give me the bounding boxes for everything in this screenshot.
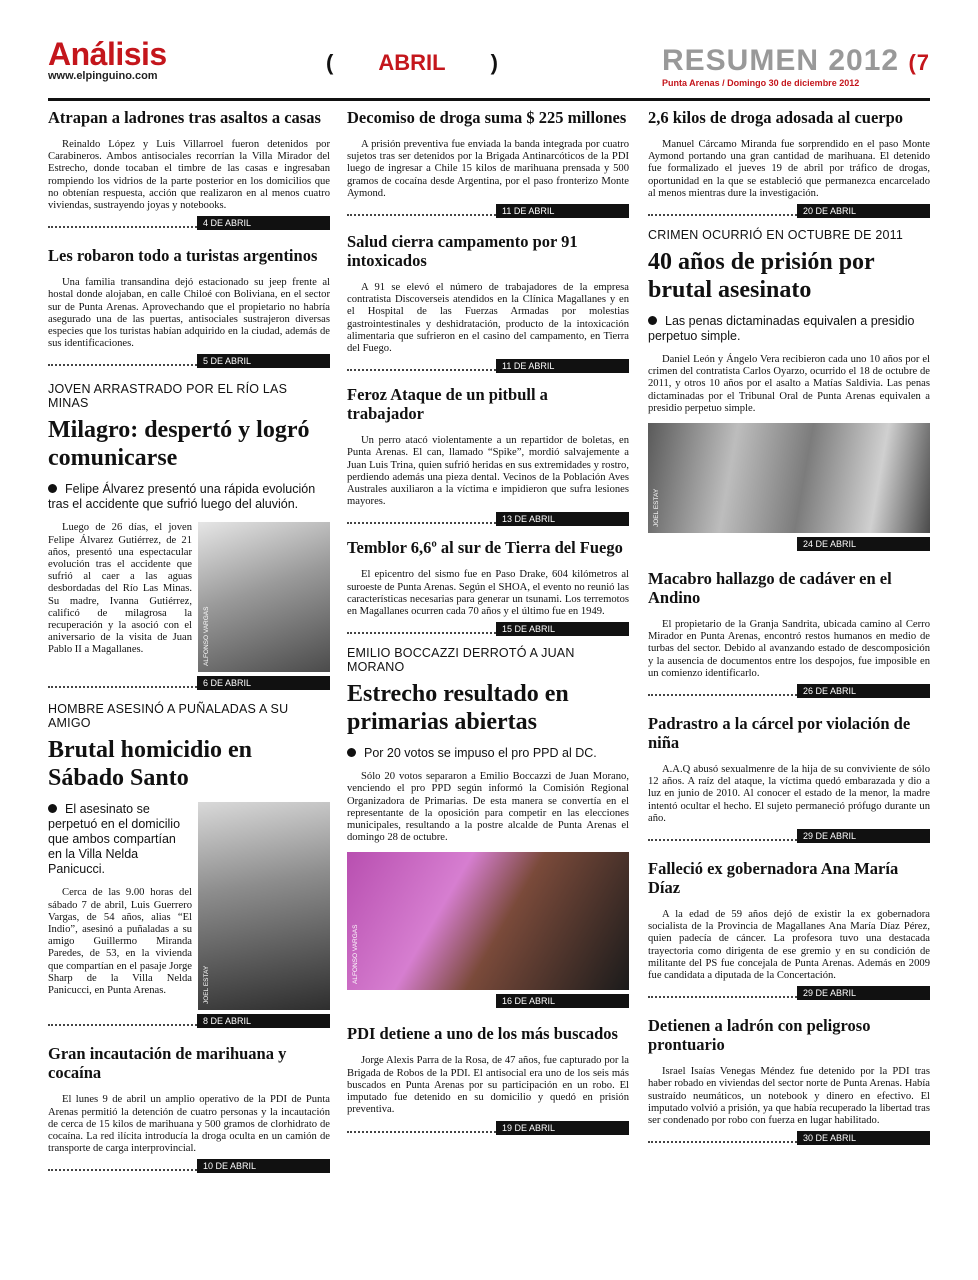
article-kicker: CRIMEN OCURRIÓ EN OCTUBRE DE 2011 (648, 228, 904, 243)
subhead-text: Las penas dictaminadas equivalen a presidio perpetuo simple. (648, 314, 915, 344)
date-row (48, 354, 330, 368)
masthead-logo (48, 38, 167, 82)
dotted-divider (48, 226, 197, 228)
date-row (347, 994, 629, 1008)
article (48, 702, 330, 1028)
article (48, 246, 330, 368)
date-tag: 5 DE ABRIL (197, 354, 330, 368)
article-headline: Feroz Ataque de un pitbull a trabajador (347, 385, 548, 424)
article (347, 385, 629, 526)
date-row (48, 216, 330, 230)
bullet-icon (48, 484, 57, 493)
article-photo (347, 852, 629, 990)
month-close-paren: ) (490, 50, 498, 75)
article-headline: Decomiso de droga suma $ 225 millones (347, 108, 627, 127)
dotted-divider (648, 996, 797, 998)
column-3 (648, 108, 930, 1151)
article-subhead (48, 482, 330, 512)
article-body: Manuel Cárcamo Miranda fue sorprendido en el paso Monte Aymond portando una gran cantidad de marihuana. El detenido fue formalizado el jueves 19 de abril por tráfico de drogas, oportunidad en la que se estableció que permanezca encarcelado al menos mientras dure la investigación. (648, 139, 930, 199)
article-subhead (648, 314, 930, 344)
logo-wordmark: Análisis (48, 36, 167, 72)
date-row (648, 684, 930, 698)
article-headline: Les robaron todo a turistas argentinos (48, 246, 318, 266)
date-tag: 29 DE ABRIL (797, 986, 930, 1000)
photo-credit: JOEL ESTAY (653, 488, 660, 528)
date-tag: 30 DE ABRIL (797, 1131, 930, 1145)
date-tag: 29 DE ABRIL (797, 829, 930, 843)
article-body: A 91 se elevó el número de trabajadores de la empresa contratista Discoverseis atendidos en la Clínica Magallanes y en el Hospital de las Fuerzas Armadas por molestias gastrointestinales y deshidratación, producto de la intoxicación alimentaria que sufrieron en el casino del campamento, en Tierra del Fuego. (347, 282, 629, 355)
date-tag: 13 DE ABRIL (496, 512, 629, 526)
date-row (48, 1014, 330, 1028)
article-body: A prisión preventiva fue enviada la banda integrada por cuatro sujetos tras ser detenidos por la Brigada Antinarcóticos de la PDI luego de ingresar a Chile 15 kilos de marihuana prensada y 500 gramos de cocaína desde Argentina, por el paso fronterizo Monte Aymond. (347, 139, 629, 199)
dotted-divider (347, 1131, 496, 1133)
section-header (662, 46, 930, 88)
dotted-divider (347, 214, 496, 216)
column-2 (347, 108, 629, 1141)
article-headline: 40 años de prisión por brutal asesinato (648, 249, 875, 304)
article-body: Luego de 26 días, el joven Felipe Álvarez Gutiérrez, de 21 años, presentó una espectacular evolución tras el accidente que sufrió al caer a las aguas desbordadas del Río Las Minas. Su madre, Ivanna Gutiérrez, calificó de milagrosa la recuperación y la asoció con el aniversario de la visita de Juan Pablo II a Magallanes. (48, 522, 192, 656)
month-label: ABRIL (378, 50, 446, 75)
date-row (648, 986, 930, 1000)
article-body: El propietario de la Granja Sandrita, ubicada camino al Cerro Mirador en Punta Arenas, encontró restos humanos en medio de turbas del sector. Debido al avanzando estado de descomposición y la ausencia de documentos entre los despojos, fue imposible en un comienzo identificarlo. (648, 619, 930, 679)
article-kicker: EMILIO BOCCAZZI DERROTÓ A JUAN MORANO (347, 646, 575, 675)
article-body: Reinaldo López y Luis Villarroel fueron detenidos por Carabineros. Ambos antisociales recorrían la Villa Mirador del Estrecho, donde tocaban el timbre de las casas e ingresaban rompiendo los vidrios de la parte posterior en los domicilios que no obtenían respuesta, acción que realizaron en al menos cuatro viviendas, sustrayendo joyas y notebooks. (48, 139, 330, 212)
date-row (648, 204, 930, 218)
article (347, 646, 629, 1008)
article-headline: Temblor 6,6º al sur de Tierra del Fuego (347, 538, 623, 558)
article-headline: Milagro: despertó y logró comunicarse (48, 417, 310, 472)
date-tag: 4 DE ABRIL (197, 216, 330, 230)
dotted-divider (648, 1141, 797, 1143)
article-body: Una familia transandina dejó estacionado su jeep frente al hostal donde alojaban, en calle Chiloé con Boliviana, en el sector sur de Punta Arenas. Aprovechando que el propietario no habría asegurado una de las puertas, antisociales sustrajeron diversas especies que los turistas habían adquirido en la ciudad, además de sus identificaciones. (48, 277, 330, 350)
article-body: Cerca de las 9.00 horas del sábado 7 de abril, Luis Guerrero Vargas, de 54 años, alias “El Indio”, asesinó a puñaladas a su amigo Guillermo Miranda Paredes, de 53, en la vivienda que compartían en el pasaje Jorge Sharp de la Villa Nelda Panicucci, en Punta Arenas. (48, 887, 192, 997)
article-body: Israel Isaías Venegas Méndez fue detenido por la PDI tras haber robado en viviendas del sector norte de Punta Arenas. Había sustraído neumáticos, un notebook y dinero en efectivo. El imputado volvió a prisión, ya que había recuperado la libertad tras ser condenado por robo con fuerza en lugar habilitado. (648, 1066, 930, 1127)
article (347, 1024, 629, 1134)
article (347, 108, 629, 218)
dateline: Punta Arenas / Domingo 30 de diciembre 2012 (661, 78, 860, 88)
section-name: RESUMEN (661, 44, 819, 77)
date-row (347, 622, 629, 636)
date-row (347, 204, 629, 218)
date-row (347, 359, 629, 373)
article-body: El epicentro del sismo fue en Paso Drake, 604 kilómetros al suroeste de Punta Arenas. Según el SHOA, el evento no reunió las características necesarias para generar un tsunami. Los terremotos en Magallanes ocurren cada 70 años y el último fue en 1949. (347, 569, 629, 618)
article (648, 1016, 930, 1145)
article-body: El lunes 9 de abril un amplio operativo de la PDI de Punta Arenas permitió la detención de cuatro personas y la incautación de cerca de 15 kilos de marihuana y 500 gramos de clorhidrato de cocaína. La red ilícita introducía la droga oculta en un camión de transporte de carga interprovincial. (48, 1094, 330, 1155)
dotted-divider (48, 1169, 197, 1171)
date-row (48, 676, 330, 690)
logo-url: www.elpinguino.com (48, 70, 158, 82)
month-open-paren: ( (326, 50, 334, 75)
date-tag: 26 DE ABRIL (797, 684, 930, 698)
article-body: Sólo 20 votos separaron a Emilio Boccazzi de Juan Morano, venciendo el pro PPD según informó la Comisión Regional Organizadora de Primarias. De esta manera se convertía en el representante de la oposición para competir en las elecciones municipales, resultando a la postre alcalde de Punta Arenas el domingo 28 de octubre. (347, 771, 629, 844)
article-headline: Falleció ex gobernadora Ana María Díaz (648, 859, 899, 898)
article-headline: Estrecho resultado en primarias abiertas (347, 681, 569, 736)
date-tag: 24 DE ABRIL (797, 537, 930, 551)
article-headline: Atrapan a ladrones tras asaltos a casas (48, 108, 321, 127)
bullet-icon (648, 316, 657, 325)
article-photo (648, 423, 930, 533)
section-year: 2012 (828, 44, 900, 77)
article-kicker: JOVEN ARRASTRADO POR EL RÍO LAS MINAS (48, 382, 288, 411)
article-headline: Salud cierra campamento por 91 intoxicados (347, 232, 578, 271)
date-row (347, 512, 629, 526)
article (48, 382, 330, 690)
photo-credit: JOEL ESTAY (203, 966, 210, 1005)
article-headline: 2,6 kilos de droga adosada al cuerpo (648, 108, 904, 127)
subhead-text: El asesinato se perpetuó en el domicilio que ambos compartían en la Villa Nelda Panicucci. (48, 802, 181, 877)
date-tag: 8 DE ABRIL (197, 1014, 330, 1028)
page-number: (7 (908, 50, 930, 75)
dotted-divider (48, 686, 197, 688)
date-tag: 10 DE ABRIL (197, 1159, 330, 1173)
article (648, 569, 930, 698)
article (347, 232, 629, 373)
date-row (648, 829, 930, 843)
date-tag: 20 DE ABRIL (797, 204, 930, 218)
date-tag: 16 DE ABRIL (496, 994, 629, 1008)
dotted-divider (347, 522, 496, 524)
date-row (48, 1159, 330, 1173)
dotted-divider (48, 364, 197, 366)
date-tag: 6 DE ABRIL (197, 676, 330, 690)
subhead-text: Por 20 votos se impuso el pro PPD al DC. (364, 746, 597, 761)
date-tag: 11 DE ABRIL (496, 204, 629, 218)
article-body: Daniel León y Ángelo Vera recibieron cada uno 10 años por el crimen del contratista Carlos Oyarzo, ocurrido el 18 de octubre de 2011, y otros 10 años por el asalto a Matías Saldivia. Las penas dictaminadas por el Tribunal Oral de Punta Arenas equivalen a presidio perpetuo simple. (648, 354, 930, 414)
date-tag: 15 DE ABRIL (496, 622, 629, 636)
dotted-divider (347, 369, 496, 371)
article (48, 108, 330, 230)
article-subhead (347, 746, 629, 761)
article-photo (198, 802, 330, 1010)
article-body: A.A.Q abusó sexualmenre de la hija de su conviviente de sólo 12 años. A raíz del ataque, la víctima quedó embarazada y dio a luz en junio de 2010. Al conocer el estado de la menor, la madre intentó ocultar el hecho. El sujeto permaneció prófugo durante un año. (648, 764, 930, 824)
photo-credit: ALFONSO VARGAS (203, 606, 210, 667)
date-row (648, 537, 930, 551)
photo-credit: ALFONSO VARGAS (352, 925, 359, 985)
article-kicker: HOMBRE ASESINÓ A PUÑALADAS A SU AMIGO (48, 702, 289, 731)
dotted-divider (648, 214, 797, 216)
article-photo (198, 522, 330, 672)
date-tag: 11 DE ABRIL (496, 359, 629, 373)
dotted-divider (347, 632, 496, 634)
article-body: A la edad de 59 años dejó de existir la ex gobernadora socialista de la Provincia de Magallanes Ana María Díaz Pérez, quien padecía de cáncer. La profesora tuvo una destacada trayectoria como dirigenta de ese gremio y en su condición de militante del PS fue concejala de Punta Arenas. Además en 2009 fue candidata a diputada de la Concertación. (648, 909, 930, 982)
section-title (662, 46, 930, 78)
date-tag: 19 DE ABRIL (496, 1121, 629, 1135)
dotted-divider (48, 1024, 197, 1026)
article (648, 859, 930, 1000)
article-headline: Padrastro a la cárcel por violación de niña (648, 714, 911, 753)
month-banner (326, 50, 498, 76)
article-headline: Macabro hallazgo de cadáver en el Andino (648, 569, 892, 608)
header-rule (48, 98, 930, 101)
article (648, 714, 930, 843)
article-headline: PDI detiene a uno de los más buscados (347, 1024, 618, 1044)
article-headline: Brutal homicidio en Sábado Santo (48, 737, 253, 792)
bullet-icon (48, 804, 57, 813)
dotted-divider (648, 839, 797, 841)
article-headline: Detienen a ladrón con peligroso prontuario (648, 1016, 871, 1055)
article-headline: Gran incautación de marihuana y cocaína (48, 1044, 287, 1083)
article (48, 1044, 330, 1173)
article (648, 228, 930, 551)
date-row (347, 1121, 629, 1135)
article (648, 108, 930, 218)
article-body: Jorge Alexis Parra de la Rosa, de 47 años, fue capturado por la Brigada de Robos de la PDI. El antisocial era uno de los seis más buscados en Punta Arenas por su participación en un robo. El imputado fue detenido en su domicilio y quedó en prisión preventiva. (347, 1055, 629, 1116)
subhead-text: Felipe Álvarez presentó una rápida evolución tras el accidente que sufrió luego del aluvión. (48, 482, 316, 512)
date-row (648, 1131, 930, 1145)
dotted-divider (648, 694, 797, 696)
article-body: Un perro atacó violentamente a un repartidor de boletas, en Punta Arenas. El can, llamado “Spike”, mordió salvajemente a Juan Luis Trina, quien sufrió heridas en sus extremidades y rostro, perdiendo además una pieza dental. Vecinos de la Población Aves Australes auxiliaron a la víctima e impidieron que sufra lesiones mayores. (347, 435, 629, 508)
article (347, 538, 629, 636)
column-1 (48, 108, 330, 1179)
bullet-icon (347, 748, 356, 757)
